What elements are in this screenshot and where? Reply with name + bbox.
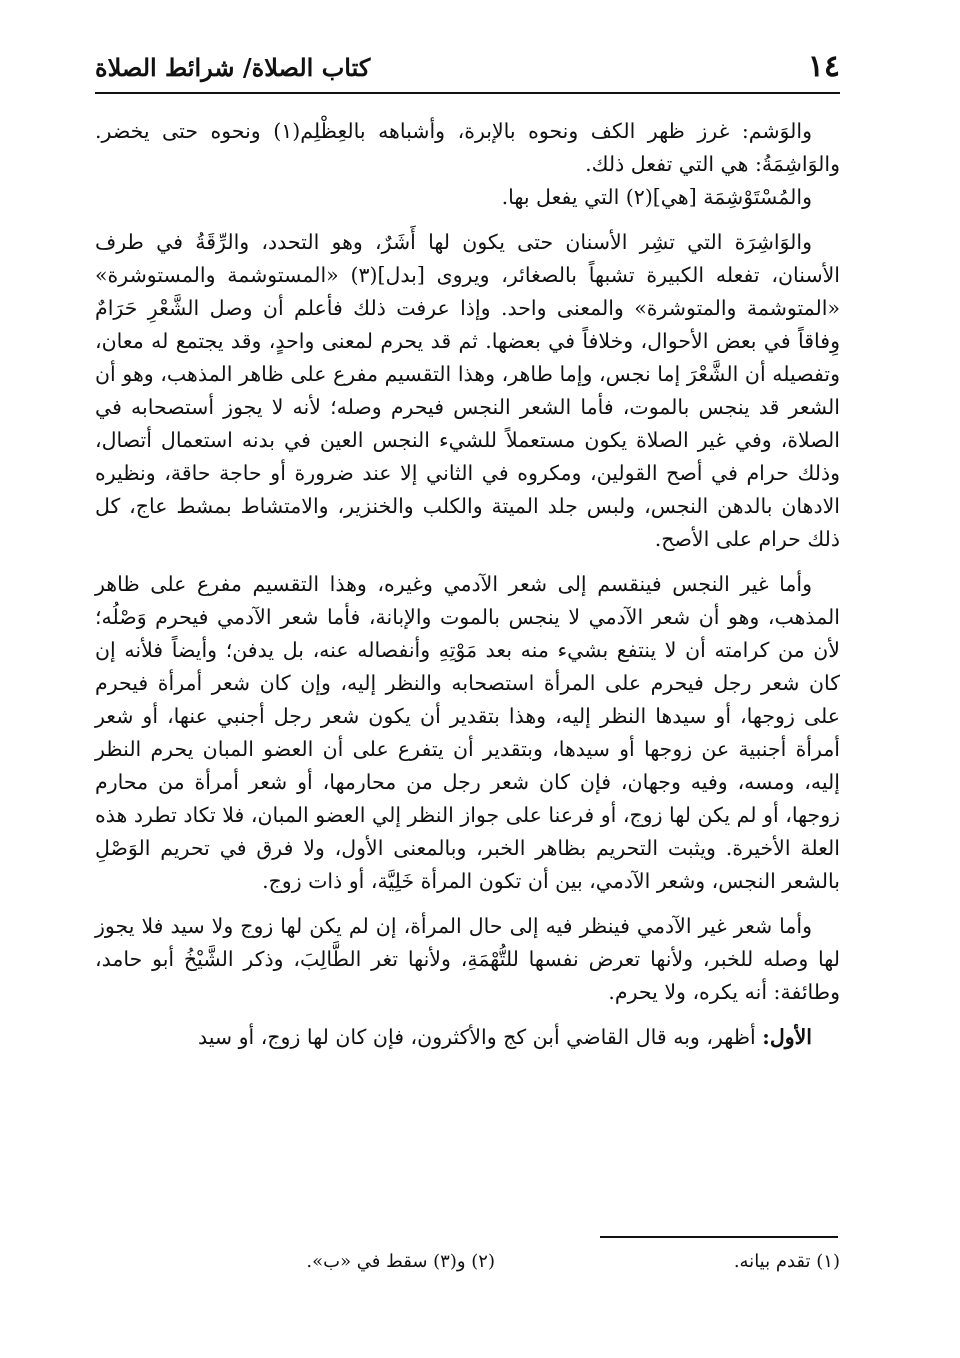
page-header xyxy=(95,50,840,94)
paragraph-lead: الأول: xyxy=(762,1025,812,1049)
footnotes xyxy=(95,1246,840,1278)
page-number: ١٤ xyxy=(807,49,840,84)
header-rule xyxy=(95,92,840,94)
paragraph xyxy=(95,910,840,1009)
paragraph xyxy=(95,226,840,556)
paragraph-text: والمُسْتَوْشِمَة [هي](٢) التي يفعل بها. xyxy=(501,185,812,209)
footnote-rule xyxy=(600,1236,838,1238)
body-text xyxy=(95,115,840,1066)
paragraph xyxy=(95,1021,840,1054)
paragraph-text: وأما شعر غير الآدمي فينظر فيه إلى حال المرأة، إن لم يكن لها زوج ولا سيد فلا يجوز لها وصله للخبر، ولأنها تعرض نفسها للتُّهْمَةِ، ولأنها تغر الطَّالِبَ، وذكر الشَّيْخُ أبو حامد، وطائفة: أنه يكره، ولا يحرم. xyxy=(95,914,840,1004)
footnote: (١) تقدم بيانه. xyxy=(733,1251,840,1272)
paragraph xyxy=(95,115,840,181)
running-title: كتاب الصلاة/ شرائط الصلاة xyxy=(95,53,371,82)
paragraph xyxy=(95,181,840,214)
paragraph-text: وأما غير النجس فينقسم إلى شعر الآدمي وغيره، وهذا التقسيم مفرع على ظاهر المذهب، وهو أن شعر الآدمي لا ينجس بالموت والإبانة، فأما شعر الآدمي فيحرم وَصْلُه؛ لأن من كرامته أن لا ينتفع بشيء منه بعد مَوْتِهِ وأنفصاله عنه، بل يدفن؛ وأيضاً فلأنه إن كان شعر رجل فيحرم على المرأة استصحابه والنظر إليه، وإن كان شعر أمرأة فيحرم على زوجها، أو سيدها النظر إليه، وهذا بتقدير أن يكون شعر رجل أجنبي عنها، أو شعر أمرأة أجنبية عن زوجها أو سيدها، وبتقدير أن يتفرع على أن العضو المبان يحرم النظر إليه، ومسه، وفيه وجهان، فإن كان شعر رجل من محارمها، أو شعر أمرأة من محارم زوجها، أو لم يكن لها زوج، أو فرعنا على جواز النظر إلي العضو المبان، فلا تكاد تطرد هذه العلة الأخيرة. ويثبت التحريم بظاهر الخبر، وبالمعنى الأول، ولا فرق في تحريم الوَصْلِ بالشعر النجس، وشعر الآدمي، بين أن تكون المرأة خَلِيَّة، أو ذات زوج. xyxy=(95,572,840,893)
paragraph xyxy=(95,568,840,898)
footnote: (٢) و(٣) سقط في «ب». xyxy=(306,1251,495,1272)
paragraph-text: والوَاشِرَة التي تشِر الأسنان حتى يكون لها أَشَرٌ، وهو التحدد، والرِّقَةُ في طرف الأسنان، تفعله الكبيرة تشبهاً بالصغائر، ويروى [بدل](٣) «المستوشمة والمستوشرة» «المتوشمة والمتوشرة» والمعنى واحد. وإذا عرفت ذلك فأعلم أن وصل الشَّعْرِ حَرَامٌ وِفاقاً في بعض الأحوال، وخلافاً في بعضها. ثم قد يحرم لمعنى واحدٍ، وقد يجتمع له معان، وتفصيله أن الشَّعْرَ إما نجس، وإما طاهر، وهذا التقسيم مفرع على ظاهر المذهب، وهو أن الشعر قد ينجس بالموت، فأما الشعر النجس فيحرم وصله؛ لأنه لا يجوز أستصحابه في الصلاة، وفي غير الصلاة يكون مستعملاً للشيء النجس العين في بدنه استعمال أتصال، وذلك حرام في أصح القولين، ومكروه في الثاني إلا عند ضرورة أو حاجة حاقة، ونظيره الادهان بالدهن النجس، ولبس جلد الميتة والكلب والخنزير، والامتشاط بمشط عاج، كل ذلك حرام على الأصح. xyxy=(95,230,841,551)
paragraph-text: والوَشم: غرز ظهر الكف ونحوه بالإبرة، وأشباهه بالعِظْلِم(١) ونحوه حتى يخضر. والوَاشِمَةُ: هي التي تفعل ذلك. xyxy=(95,119,840,176)
paragraph-text: أظهر، وبه قال القاضي أبن كج والأكثرون، فإن كان لها زوج، أو سيد xyxy=(197,1025,756,1049)
